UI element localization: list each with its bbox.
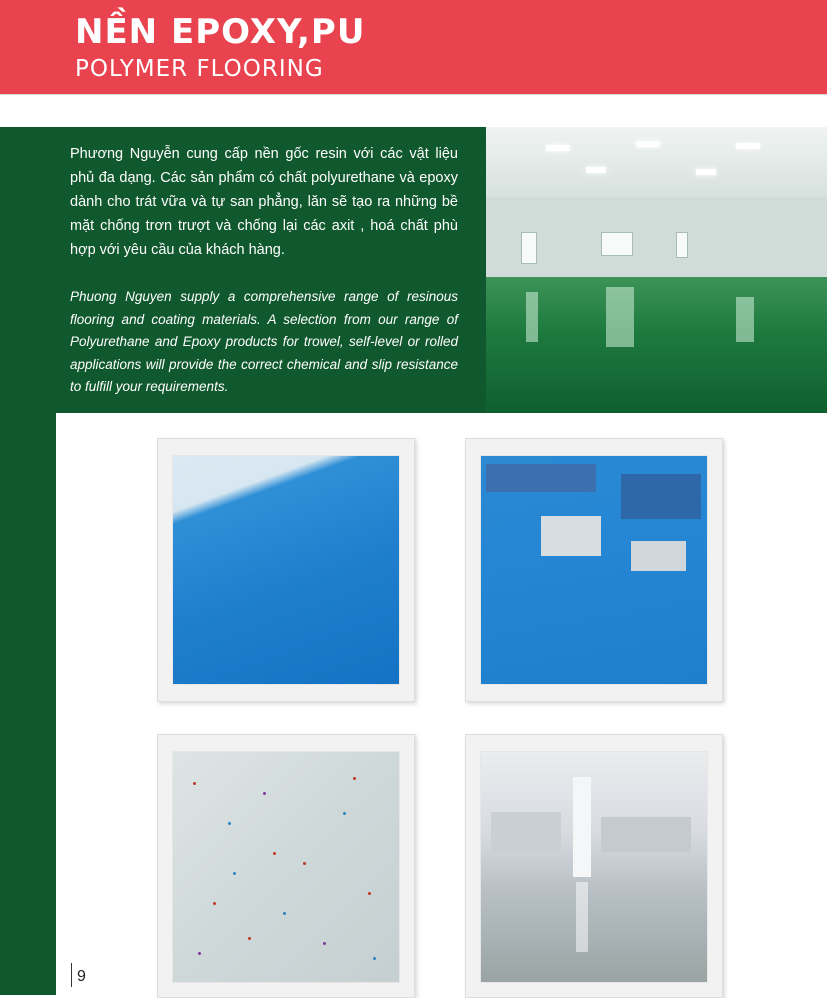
speckle xyxy=(343,812,346,815)
page-number: 9 xyxy=(77,968,86,985)
speckle xyxy=(228,822,231,825)
photo-frame xyxy=(465,734,723,998)
photo-frame xyxy=(465,438,723,702)
hero-window xyxy=(601,232,633,256)
equipment-bed xyxy=(486,464,596,492)
speckle xyxy=(248,937,251,940)
ceiling-lamp xyxy=(696,169,716,175)
equipment-machine xyxy=(631,541,686,571)
speckle xyxy=(263,792,266,795)
photo-frame xyxy=(157,734,415,998)
ceiling-lamp xyxy=(546,145,570,151)
speckle xyxy=(323,942,326,945)
intro-english: Phuong Nguyen supply a comprehensive range of resinous flooring and coating materials. A selection from our range of Polyurethane and Epoxy products for trowel, self-level or rolled applications will provide the correct chemical and slip resistance to fulfill your requirements. xyxy=(70,289,458,394)
ceiling-lamp xyxy=(586,167,606,173)
speckle xyxy=(198,952,201,955)
speckle xyxy=(283,912,286,915)
ceiling-lamp xyxy=(636,141,660,147)
floor-reflection xyxy=(576,882,588,952)
ceiling-lamp xyxy=(736,143,760,149)
speckle xyxy=(353,777,356,780)
divider xyxy=(0,94,827,95)
hero-window xyxy=(676,232,688,258)
hero-photo-green-epoxy-floor xyxy=(486,127,827,413)
page-subtitle: POLYMER FLOORING xyxy=(75,56,324,82)
photo-factory-hall xyxy=(480,751,708,983)
photo-frame xyxy=(157,438,415,702)
hero-window xyxy=(521,232,537,264)
equipment-machine xyxy=(541,516,601,556)
green-side-bar xyxy=(0,127,56,995)
hall-machines xyxy=(601,817,691,852)
speckle xyxy=(213,902,216,905)
speckle xyxy=(193,782,196,785)
floor-reflection xyxy=(606,287,634,347)
intro-block xyxy=(56,127,486,413)
hall-column xyxy=(573,777,591,877)
speckle xyxy=(233,872,236,875)
photo-blue-epoxy-room xyxy=(172,455,400,685)
intro-vietnamese: Phương Nguyễn cung cấp nền gốc resin với các vật liệu phủ đa dạng. Các sản phẩm có chất polyurethane và epoxy dành cho trát vữa và tự san phẳng, lăn sẽ tạo ra những bề mặt chống trơn trượt và chống lại các axit , hoá chất phù hợp với yêu cầu của khách hàng. xyxy=(70,146,458,258)
page-title: NỀN EPOXY,PU xyxy=(75,12,366,52)
speckle xyxy=(373,957,376,960)
speckle xyxy=(368,892,371,895)
header-banner xyxy=(0,0,827,94)
floor-reflection xyxy=(526,292,538,342)
hero-wall xyxy=(486,197,827,282)
page-number-rule xyxy=(71,963,72,987)
photo-blue-floor-equipment xyxy=(480,455,708,685)
speckle xyxy=(273,852,276,855)
floor-reflection xyxy=(736,297,754,342)
hall-machines xyxy=(491,812,561,852)
equipment-bed xyxy=(621,474,701,519)
hero-ceiling xyxy=(486,127,827,197)
speckle xyxy=(303,862,306,865)
photo-speckled-floor xyxy=(172,751,400,983)
